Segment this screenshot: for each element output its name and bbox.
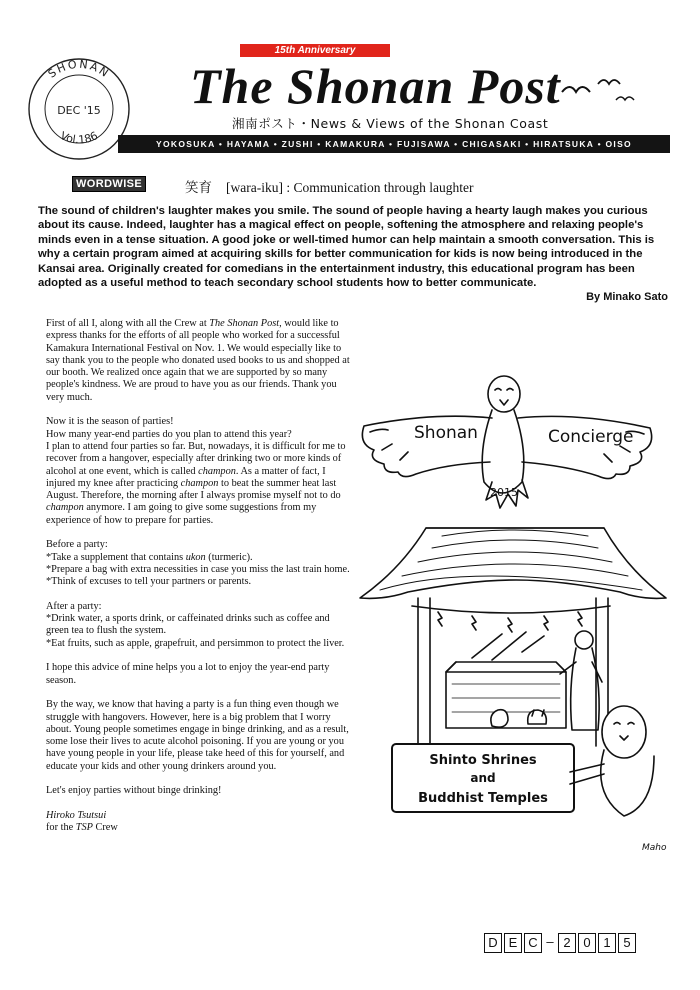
- stamp-date: DEC '15: [57, 104, 101, 117]
- before-party-list: Before a party: *Take a supplement that contains ukon (turmeric). *Prepare a bag with extra necessities in case you miss the last train home. *Think of excuses to tell your partners or parents.: [46, 539, 350, 588]
- wordwise-definition: [wara-iku] : Communication through laughter: [226, 180, 474, 195]
- date-box: D: [484, 933, 502, 953]
- concierge-illustration: [352, 372, 672, 852]
- letter-paragraph: Now it is the season of parties! How many year-end parties do you plan to attend this year? I plan to attend four parties so far. But, nowadays, it is difficult for me to recover from a hangover, especially after drinking two or more kinds of alcohol at one event, which is called champon. As a matter of fact, I injured my knee after practicing champon to beat the summer heat last August. Therefore, the morning after I always promise myself not to do champon anymore. I am going to give some suggestions from my experience of how to prepare for parties.: [46, 416, 346, 526]
- wing-label-left: Shonan: [414, 423, 478, 443]
- date-box: E: [504, 933, 522, 953]
- date-box: 1: [598, 933, 616, 953]
- stamp-place: SHONAN: [45, 57, 113, 81]
- wing-label-right: Concierge: [548, 427, 634, 447]
- date-box: 0: [578, 933, 596, 953]
- after-party-list: After a party: *Drink water, a sports drink, or caffeinated drinks such as coffee and green tea to flush the system. *Eat fruits, such as apple, grapefruit, and persimmon to protect the liver.: [46, 600, 345, 649]
- stamp-volume: Vol.186: [58, 129, 100, 147]
- issue-date: [484, 933, 638, 953]
- wordwise-label: WORDWISE: [72, 176, 146, 192]
- intro-paragraph: The sound of children's laughter makes you smile. The sound of people having a hearty laugh makes you curious about its cause. Indeed, laughter has a magical effect on people, softening the atmosphere and relaxing people's minds even in a tense situation. A good joke or well-timed humor can help maintain a smooth conversation. This is why a certain program aimed at acquiring skills for better communication for kids is now being introduced in the Kansai area. Originally created for comedians in the entertainment industry, this educational program has been adopted as a useful method to teach secondary school students how to better communicate.: [38, 205, 655, 290]
- wordwise-kanji: 笑育: [185, 180, 212, 195]
- newspaper-subtitle: 湘南ポスト・News & Views of the Shonan Coast: [232, 116, 549, 131]
- crew-letter: [46, 318, 352, 847]
- cities-bar: YOKOSUKA • HAYAMA • ZUSHI • KAMAKURA • FUJISAWA • CHIGASAKI • HIRATSUKA • OISO: [118, 135, 670, 153]
- year-label: 2015: [490, 486, 518, 499]
- letter-signature: Hiroko Tsutsui for the TSP Crew: [46, 809, 118, 834]
- letter-paragraph: I hope this advice of mine helps you a lot to enjoy the year-end party season.: [46, 662, 330, 686]
- intro-byline: By Minako Sato: [586, 291, 668, 303]
- seagulls-icon: [560, 70, 640, 110]
- date-box: 2: [558, 933, 576, 953]
- newspaper-title: The Shonan Post: [190, 58, 561, 114]
- wordwise-term: [185, 176, 473, 196]
- letter-paragraph: First of all I, along with all the Crew at The Shonan Post, would like to express thanks for the efforts of all people who worked for a successful Kamakura International Festival on Nov. 1. We would especially like to say thank you to the people who donated used books to us and shopped at our booth. We realized once again that we are supported by so many people's kindness. We are proud to have you as our friends. Thank you very much.: [46, 318, 350, 403]
- anniversary-banner: 15th Anniversary: [240, 44, 390, 57]
- letter-paragraph: Let's enjoy parties without binge drinking!: [46, 785, 222, 797]
- artist-signature: Maho: [642, 843, 667, 852]
- sign-line-3: Buddhist Temples: [418, 791, 548, 806]
- sign-line-2: and: [470, 771, 496, 785]
- svg-text:Vol.186: [58, 129, 100, 146]
- svg-text:SHONAN: [46, 58, 113, 81]
- letter-paragraph: By the way, we know that having a party is a fun thing even though we struggle with hangovers. However, here is a big problem that I worry about. Young people sometimes engage in binge drinking, and as a result, some lose their lives to acute alcohol poisoning. If you are young or you have young people in your life, please take heed of this for yourself, and educate your kids and other young drinkers around you.: [46, 699, 349, 772]
- sign-line-1: Shinto Shrines: [429, 753, 537, 768]
- date-dash: –: [546, 934, 554, 949]
- date-box: 5: [618, 933, 636, 953]
- date-box: C: [524, 933, 542, 953]
